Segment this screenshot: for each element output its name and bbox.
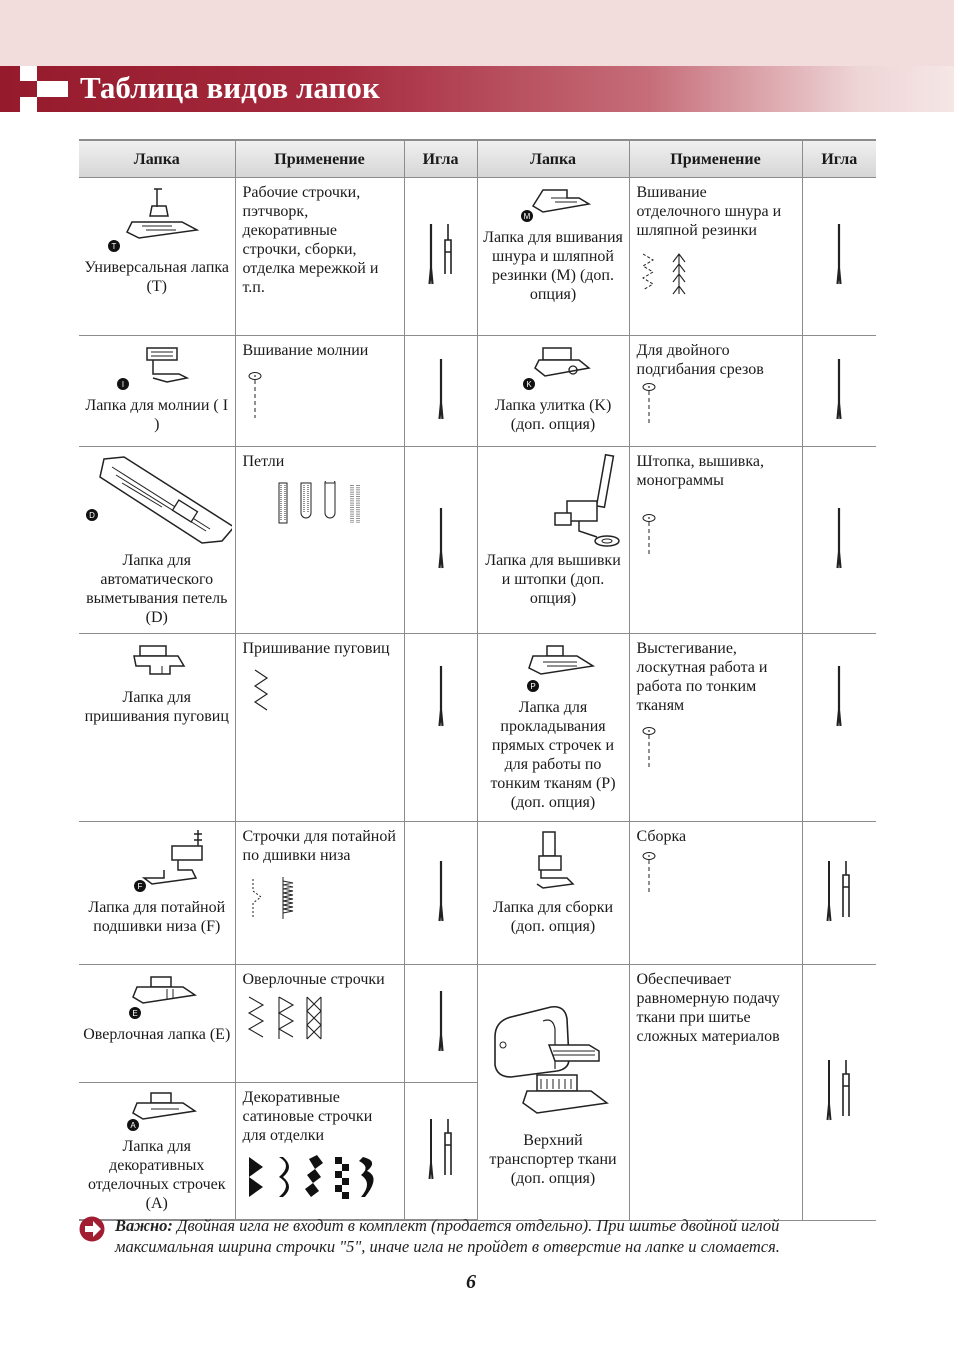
svg-text:F: F [137,882,143,891]
svg-text:P: P [530,682,536,691]
page-number: 6 [466,1271,476,1293]
needle-cell [404,447,477,634]
needle-cell [802,447,876,634]
foot-name: Лапка для потайной подшивки низа (F) [88,899,226,935]
foot-name: Универсальная лапка (T) [84,259,230,295]
svg-text:D: D [88,511,95,520]
svg-text:K: K [526,380,532,389]
twin-needle-icon [421,1117,461,1181]
page-title: Таблица видов лапок [80,70,380,105]
presser-foot-t-icon [102,184,212,254]
foot-name: Оверлочная лапка (E) [83,1026,231,1043]
col-header-needle-2: Игла [802,140,876,178]
use-text: Оверлочные строчки [242,971,385,988]
straight-stitch-icon [243,370,273,420]
use-cell [235,1083,404,1221]
use-cell [235,822,404,965]
single-needle-icon [829,222,849,286]
svg-text:T: T [111,242,117,251]
single-needle-icon [431,989,451,1053]
presser-foot-k-icon [503,342,603,392]
note-label: Важно: [115,1216,173,1235]
table-row [79,634,876,822]
foot-cell [79,1083,235,1221]
table-row [79,822,876,965]
use-text: Сборка [636,828,687,845]
foot-cell [477,336,629,447]
needle-cell [404,178,477,336]
logo-square-3 [54,81,68,97]
note-text: Двойная игла не входит в комплект (продается отдельно). При шитье двойной иглой максимальная ширина строчки "5", иначе игла не пройдет в отверстие на лапке и сломается. [115,1216,780,1256]
svg-text:M: M [523,212,531,221]
use-text: Вшивание отделочного шнура и шляпной резинки [636,184,782,239]
svg-text:I: I [121,380,124,389]
col-header-use: Применение [235,140,404,178]
use-text: Декоративные сатиновые строчки для отделки [242,1089,373,1144]
col-header-foot: Лапка [79,140,235,178]
needle-cell [802,822,876,965]
use-cell [629,447,802,634]
straight-stitch-icon [637,725,667,771]
needle-cell [802,336,876,447]
embroidery-foot-icon [483,451,623,547]
foot-name: Верхний транспортер ткани (доп. опция) [489,1131,617,1187]
use-cell [235,336,404,447]
use-text: Петли [242,453,285,470]
single-needle-icon [829,357,849,421]
use-cell [629,178,802,336]
presser-foot-f-icon [102,828,212,894]
logo-square-2 [37,81,54,97]
foot-name: Лапка для вшивания шнура и шляпной резинки (M) (доп. опция) [483,229,623,303]
foot-name: Лапка для пришивания пуговиц [84,689,229,725]
single-needle-icon [431,506,451,570]
straight-stitch-icon [637,512,667,558]
single-needle-icon [829,506,849,570]
foot-name: Лапка для сборки (доп. опция) [492,899,614,935]
foot-name: Лапка для декоративных отделочных строчек (A) [87,1138,226,1212]
single-needle-icon [431,859,451,923]
use-cell [235,178,404,336]
presser-foot-p-icon [503,640,603,694]
satin-stitch-icon [243,1153,383,1201]
col-header-foot-2: Лапка [477,140,629,178]
use-cell [235,634,404,822]
foot-cell [79,822,235,965]
needle-cell [404,336,477,447]
foot-name: Лапка для молнии ( I ) [85,397,229,433]
foot-cell [477,965,629,1221]
foot-cell [79,965,235,1083]
presser-foot-e-icon [107,971,207,1021]
needle-cell [802,965,876,1221]
needle-cell [404,822,477,965]
straight-stitch-icon [637,850,667,896]
col-header-use-2: Применение [629,140,802,178]
use-text: Рабочие строчки, пэтчворк, декоративные строчки, сборки, отделка мережкой и т.п. [242,184,379,296]
table-row [79,336,876,447]
presser-foot-a-icon [107,1089,207,1133]
blind-hem-stitch-icon [243,875,313,921]
use-text: Пришивание пуговиц [242,640,390,657]
foot-cell [477,447,629,634]
single-needle-icon [431,357,451,421]
single-and-twin-needle-icon [421,222,461,286]
needle-cell [404,634,477,822]
col-header-needle: Игла [404,140,477,178]
use-cell [629,336,802,447]
foot-cell [477,822,629,965]
foot-cell [79,178,235,336]
cord-stitch-icon [637,250,697,300]
zigzag-stitch-icon [243,668,273,714]
foot-name: Лапка улитка (K) (доп. опция) [494,397,612,433]
buttonhole-stitch-icon [269,481,379,529]
needle-cell [404,1083,477,1221]
top-band [0,0,954,66]
single-needle-icon [431,664,451,728]
logo-square-4 [20,97,37,112]
presser-foot-m-icon [503,184,603,224]
table-row [79,965,876,1083]
twin-needle-icon [819,1058,859,1122]
twin-needle-icon [819,859,859,923]
presser-feet-table [79,139,876,1221]
needle-cell [404,965,477,1083]
use-text: Строчки для потайной по дшивки низа [242,828,396,864]
button-foot-icon [112,640,202,684]
foot-name: Лапка для вышивки и штопки (доп. опция) [485,552,621,607]
presser-foot-i-icon [107,342,207,392]
use-text: Вшивание молнии [242,342,369,359]
foot-cell [79,336,235,447]
table-row [79,447,876,634]
foot-name: Лапка для автоматического выметывания петель (D) [86,552,228,626]
foot-cell [79,447,235,634]
foot-cell [79,634,235,822]
presser-foot-d-icon [82,453,232,547]
straight-stitch-icon [637,381,667,427]
use-cell [629,634,802,822]
needle-cell [802,178,876,336]
use-cell [629,965,802,1221]
important-note [115,1215,880,1257]
use-text: Штопка, вышивка, монограммы [636,453,764,489]
gathering-foot-icon [513,828,593,894]
foot-cell [477,178,629,336]
logo-square-1 [20,66,37,81]
use-cell [235,965,404,1083]
table-row [79,178,876,336]
needle-cell [802,634,876,822]
svg-text:E: E [132,1009,138,1018]
foot-name: Лапка для прокладывания прямых строчек и для работы по тонким тканям (P) (доп. опция) [490,699,616,811]
use-text: Обеспечивает равномерную подачу ткани при шитье сложных материалов [636,971,780,1045]
use-text: Для двойного подгибания срезов [636,342,764,378]
arrow-right-icon [79,1216,105,1242]
use-cell [235,447,404,634]
table-header-row [79,140,876,178]
walking-foot-icon [483,997,623,1127]
single-needle-icon [829,664,849,728]
use-text: Выстегивание, лоскутная работа и работа по тонким тканям [636,640,768,714]
overlock-stitch-icon [243,995,333,1041]
svg-text:A: A [130,1121,136,1130]
use-cell [629,822,802,965]
foot-cell [477,634,629,822]
